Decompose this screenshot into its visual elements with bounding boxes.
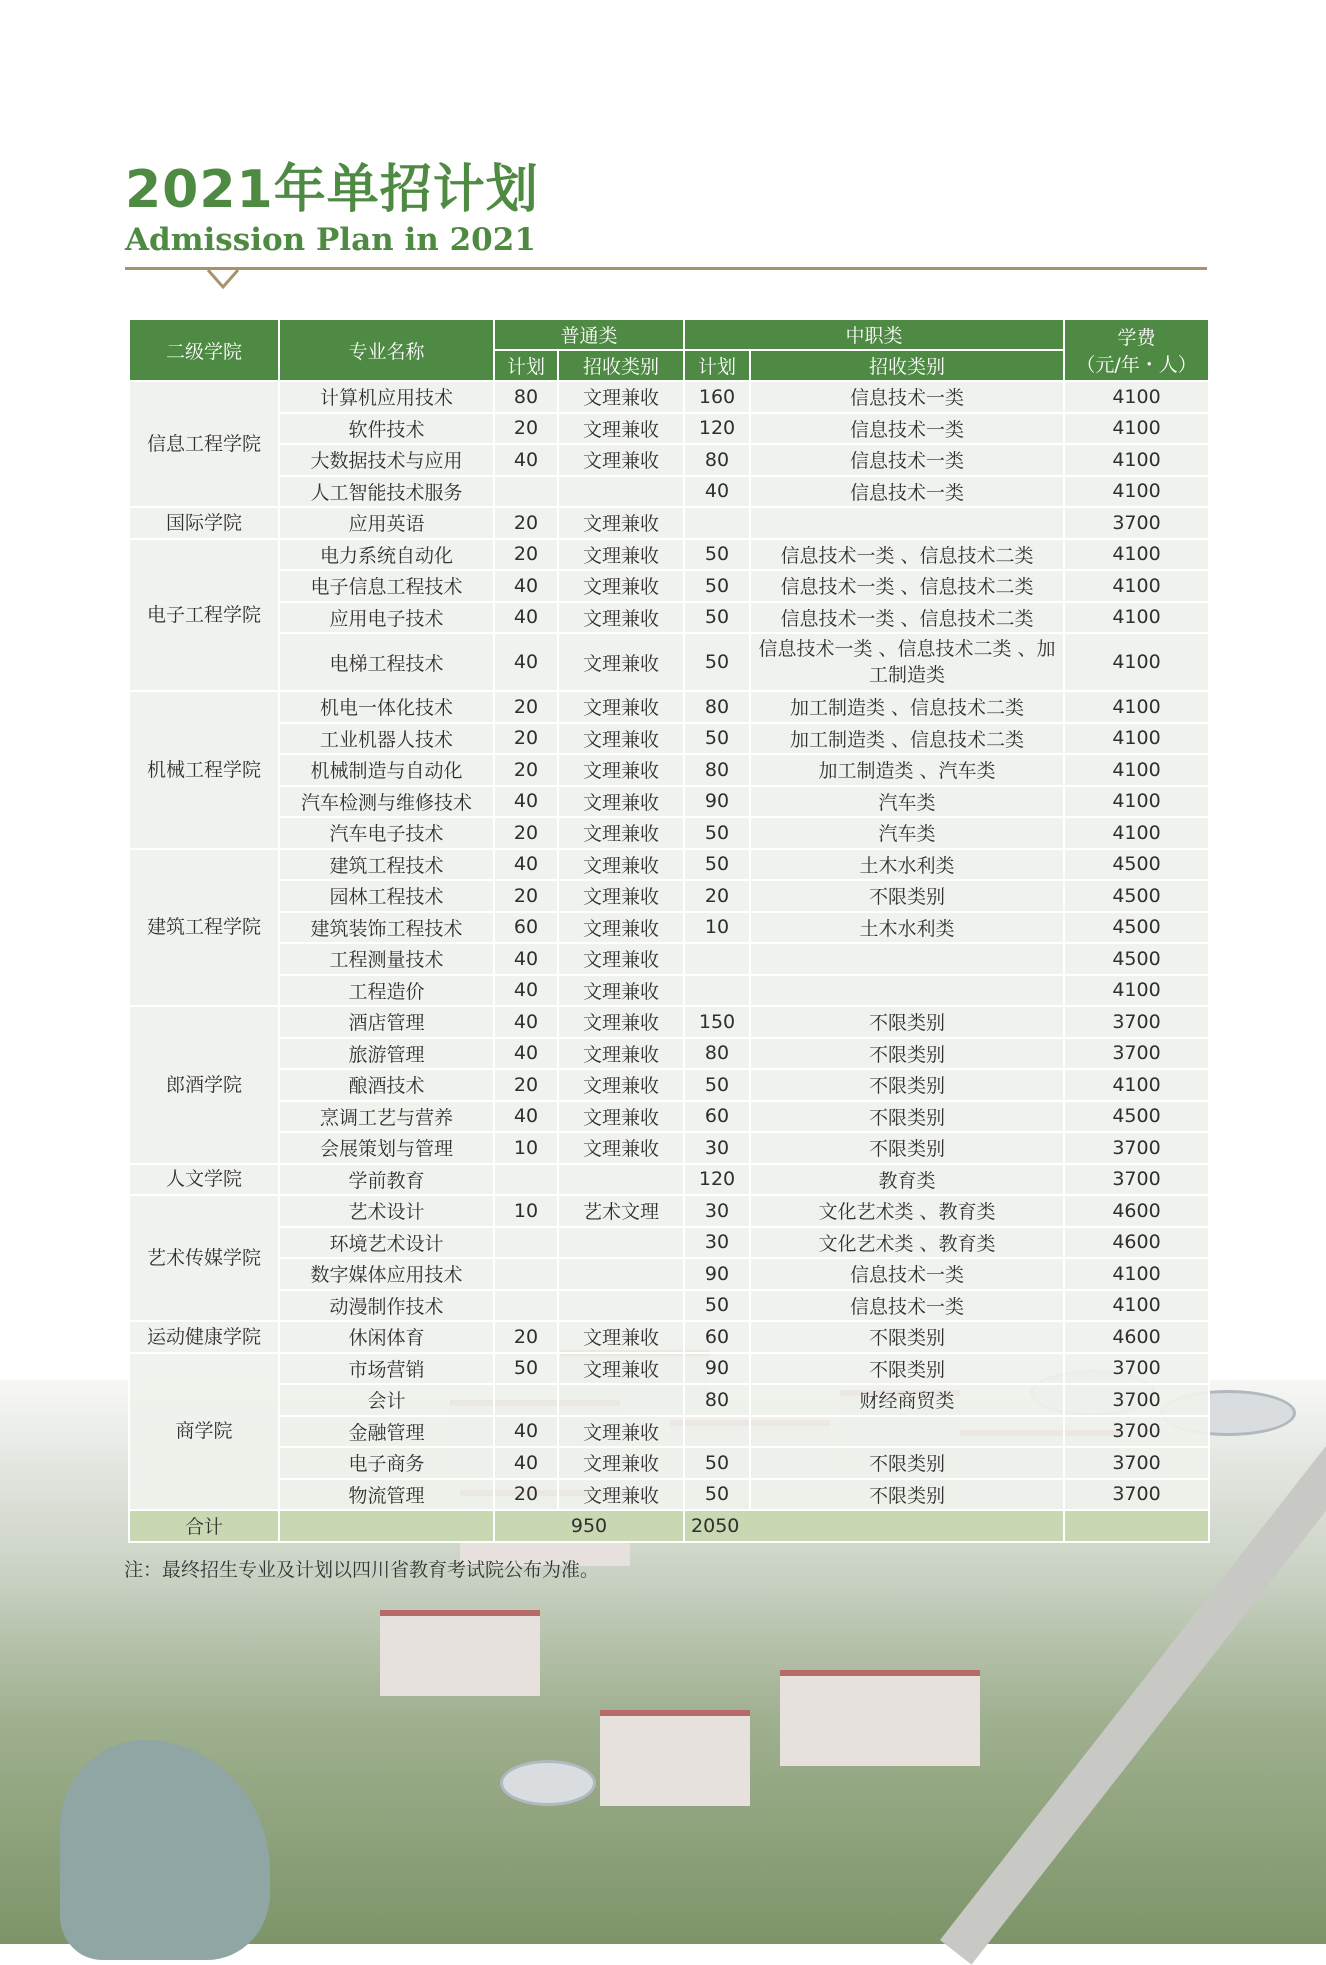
general-category-cell — [558, 1258, 684, 1290]
vocational-category-cell: 不限类别 — [750, 1353, 1064, 1385]
vocational-plan-cell: 50 — [684, 1479, 750, 1511]
general-plan-cell: 40 — [494, 849, 558, 881]
header-vocational-category: 招收类别 — [750, 350, 1064, 381]
vocational-category-cell: 信息技术一类 — [750, 1290, 1064, 1322]
major-cell: 电子商务 — [279, 1447, 494, 1479]
table-row — [129, 413, 1209, 445]
vocational-category-cell: 信息技术一类 、信息技术二类 — [750, 602, 1064, 634]
college-cell: 人文学院 — [129, 1164, 279, 1196]
vocational-category-cell: 信息技术一类 — [750, 476, 1064, 508]
general-plan-cell — [494, 1227, 558, 1259]
vocational-plan-cell: 50 — [684, 817, 750, 849]
general-plan-cell: 20 — [494, 1321, 558, 1353]
vocational-plan-cell: 50 — [684, 849, 750, 881]
general-plan-cell: 10 — [494, 1132, 558, 1164]
table-row — [129, 754, 1209, 786]
college-cell: 国际学院 — [129, 507, 279, 539]
major-cell: 工业机器人技术 — [279, 723, 494, 755]
table-row — [129, 1038, 1209, 1070]
vocational-category-cell — [750, 943, 1064, 975]
college-cell: 郎酒学院 — [129, 1006, 279, 1164]
major-cell: 建筑工程技术 — [279, 849, 494, 881]
fee-cell: 4100 — [1064, 413, 1209, 445]
fee-cell: 3700 — [1064, 507, 1209, 539]
college-cell: 机械工程学院 — [129, 691, 279, 849]
vocational-plan-cell: 80 — [684, 1384, 750, 1416]
header-vocational-plan: 计划 — [684, 350, 750, 381]
general-category-cell: 文理兼收 — [558, 1006, 684, 1038]
general-category-cell: 文理兼收 — [558, 849, 684, 881]
table-row — [129, 975, 1209, 1007]
general-category-cell: 文理兼收 — [558, 723, 684, 755]
vocational-category-cell: 信息技术一类 — [750, 1258, 1064, 1290]
general-category-cell: 文理兼收 — [558, 912, 684, 944]
vocational-plan-cell: 20 — [684, 880, 750, 912]
vocational-category-cell: 不限类别 — [750, 880, 1064, 912]
header-general-category: 招收类别 — [558, 350, 684, 381]
general-plan-cell: 20 — [494, 413, 558, 445]
fee-cell: 4100 — [1064, 539, 1209, 571]
vocational-plan-cell: 80 — [684, 444, 750, 476]
table-row — [129, 476, 1209, 508]
general-plan-cell — [494, 1290, 558, 1322]
table-row — [129, 1006, 1209, 1038]
vocational-plan-cell: 120 — [684, 413, 750, 445]
header-fee-unit: （元/年・人） — [1076, 354, 1197, 376]
fee-cell: 4500 — [1064, 943, 1209, 975]
page-subtitle: Admission Plan in 2021 — [125, 222, 536, 258]
major-cell: 工程测量技术 — [279, 943, 494, 975]
vocational-plan-cell: 50 — [684, 1290, 750, 1322]
general-plan-cell — [494, 476, 558, 508]
major-cell: 物流管理 — [279, 1479, 494, 1511]
vocational-plan-cell: 80 — [684, 1038, 750, 1070]
general-category-cell: 文理兼收 — [558, 1416, 684, 1448]
fee-cell: 4100 — [1064, 817, 1209, 849]
general-plan-cell — [494, 1258, 558, 1290]
fee-cell: 4100 — [1064, 1258, 1209, 1290]
vocational-category-cell: 信息技术一类 、信息技术二类 — [750, 570, 1064, 602]
fee-cell: 4100 — [1064, 602, 1209, 634]
general-plan-cell: 40 — [494, 943, 558, 975]
major-cell: 建筑装饰工程技术 — [279, 912, 494, 944]
general-plan-cell — [494, 1384, 558, 1416]
major-cell: 酒店管理 — [279, 1006, 494, 1038]
fee-cell: 3700 — [1064, 1006, 1209, 1038]
vocational-category-cell: 不限类别 — [750, 1038, 1064, 1070]
college-cell: 艺术传媒学院 — [129, 1195, 279, 1321]
table-row — [129, 1195, 1209, 1227]
fee-cell: 4600 — [1064, 1195, 1209, 1227]
table-row — [129, 1290, 1209, 1322]
vocational-category-cell: 文化艺术类 、教育类 — [750, 1227, 1064, 1259]
fee-cell: 4100 — [1064, 381, 1209, 413]
vocational-plan-cell: 50 — [684, 1447, 750, 1479]
major-cell: 园林工程技术 — [279, 880, 494, 912]
title-divider — [125, 267, 1207, 270]
fee-cell: 4600 — [1064, 1227, 1209, 1259]
general-plan-cell: 20 — [494, 1069, 558, 1101]
major-cell: 人工智能技术服务 — [279, 476, 494, 508]
fee-cell: 4100 — [1064, 723, 1209, 755]
vocational-category-cell: 信息技术一类 、信息技术二类 — [750, 539, 1064, 571]
college-cell: 信息工程学院 — [129, 381, 279, 507]
general-category-cell: 文理兼收 — [558, 507, 684, 539]
general-plan-cell: 40 — [494, 786, 558, 818]
header-vocational: 中职类 — [684, 319, 1064, 350]
fee-cell: 3700 — [1064, 1479, 1209, 1511]
major-cell: 动漫制作技术 — [279, 1290, 494, 1322]
fee-cell: 4100 — [1064, 691, 1209, 723]
general-category-cell: 文理兼收 — [558, 817, 684, 849]
fee-cell: 4100 — [1064, 476, 1209, 508]
fee-cell: 3700 — [1064, 1038, 1209, 1070]
general-plan-cell: 40 — [494, 1006, 558, 1038]
general-plan-cell: 20 — [494, 817, 558, 849]
general-plan-cell: 40 — [494, 633, 558, 691]
general-category-cell: 文理兼收 — [558, 1447, 684, 1479]
major-cell: 学前教育 — [279, 1164, 494, 1196]
vocational-category-cell: 土木水利类 — [750, 849, 1064, 881]
vocational-category-cell: 汽车类 — [750, 817, 1064, 849]
college-cell: 运动健康学院 — [129, 1321, 279, 1353]
major-cell: 艺术设计 — [279, 1195, 494, 1227]
table-row — [129, 1479, 1209, 1511]
major-cell: 烹调工艺与营养 — [279, 1101, 494, 1133]
general-plan-cell: 20 — [494, 691, 558, 723]
general-category-cell: 文理兼收 — [558, 975, 684, 1007]
vocational-category-cell: 加工制造类 、信息技术二类 — [750, 723, 1064, 755]
general-category-cell — [558, 1290, 684, 1322]
general-category-cell: 艺术文理 — [558, 1195, 684, 1227]
fee-cell: 4100 — [1064, 1290, 1209, 1322]
major-cell: 软件技术 — [279, 413, 494, 445]
major-cell: 汽车电子技术 — [279, 817, 494, 849]
general-plan-cell: 20 — [494, 754, 558, 786]
table-row — [129, 1132, 1209, 1164]
table-row — [129, 1321, 1209, 1353]
table-row — [129, 943, 1209, 975]
general-category-cell: 文理兼收 — [558, 381, 684, 413]
general-category-cell: 文理兼收 — [558, 444, 684, 476]
general-category-cell: 文理兼收 — [558, 1353, 684, 1385]
vocational-plan-cell: 60 — [684, 1321, 750, 1353]
college-cell: 电子工程学院 — [129, 539, 279, 692]
vocational-plan-cell: 50 — [684, 633, 750, 691]
major-cell: 汽车检测与维修技术 — [279, 786, 494, 818]
header-fee-label: 学费 — [1117, 327, 1156, 349]
general-category-cell: 文理兼收 — [558, 1038, 684, 1070]
major-cell: 金融管理 — [279, 1416, 494, 1448]
general-category-cell: 文理兼收 — [558, 1479, 684, 1511]
fee-cell: 4500 — [1064, 880, 1209, 912]
general-plan-cell: 40 — [494, 1101, 558, 1133]
vocational-plan-cell: 90 — [684, 1258, 750, 1290]
table-row — [129, 849, 1209, 881]
vocational-category-cell: 加工制造类 、信息技术二类 — [750, 691, 1064, 723]
fee-cell: 4100 — [1064, 975, 1209, 1007]
general-plan-cell — [494, 1164, 558, 1196]
header-fee — [1064, 319, 1209, 381]
vocational-plan-cell — [684, 943, 750, 975]
vocational-plan-cell: 10 — [684, 912, 750, 944]
vocational-plan-cell: 50 — [684, 723, 750, 755]
general-plan-cell: 40 — [494, 570, 558, 602]
vocational-category-cell: 文化艺术类 、教育类 — [750, 1195, 1064, 1227]
page-header — [125, 160, 539, 258]
vocational-plan-cell: 30 — [684, 1132, 750, 1164]
vocational-category-cell: 财经商贸类 — [750, 1384, 1064, 1416]
general-plan-cell: 20 — [494, 539, 558, 571]
major-cell: 数字媒体应用技术 — [279, 1258, 494, 1290]
major-cell: 市场营销 — [279, 1353, 494, 1385]
page-title: 2021年单招计划 — [125, 160, 539, 220]
general-category-cell: 文理兼收 — [558, 570, 684, 602]
table-row — [129, 1069, 1209, 1101]
general-category-cell: 文理兼收 — [558, 880, 684, 912]
vocational-plan-cell — [684, 507, 750, 539]
table-row — [129, 381, 1209, 413]
table-row — [129, 786, 1209, 818]
vocational-category-cell — [750, 1416, 1064, 1448]
major-cell: 应用电子技术 — [279, 602, 494, 634]
fee-cell: 3700 — [1064, 1416, 1209, 1448]
general-plan-cell: 20 — [494, 1479, 558, 1511]
major-cell: 会展策划与管理 — [279, 1132, 494, 1164]
vocational-category-cell: 不限类别 — [750, 1447, 1064, 1479]
table-row — [129, 880, 1209, 912]
general-plan-cell: 20 — [494, 507, 558, 539]
general-category-cell: 文理兼收 — [558, 1132, 684, 1164]
table-row — [129, 1353, 1209, 1385]
general-category-cell: 文理兼收 — [558, 943, 684, 975]
vocational-category-cell: 土木水利类 — [750, 912, 1064, 944]
table-row — [129, 1416, 1209, 1448]
table-row — [129, 1447, 1209, 1479]
vocational-plan-cell: 160 — [684, 381, 750, 413]
vocational-plan-cell — [684, 1416, 750, 1448]
general-plan-cell: 10 — [494, 1195, 558, 1227]
vocational-category-cell: 加工制造类 、汽车类 — [750, 754, 1064, 786]
divider-chevron-icon — [206, 269, 240, 291]
vocational-category-cell: 不限类别 — [750, 1006, 1064, 1038]
general-category-cell: 文理兼收 — [558, 1069, 684, 1101]
fee-cell: 3700 — [1064, 1384, 1209, 1416]
major-cell: 电力系统自动化 — [279, 539, 494, 571]
vocational-plan-cell: 30 — [684, 1195, 750, 1227]
fee-cell: 4500 — [1064, 912, 1209, 944]
table-row — [129, 602, 1209, 634]
vocational-plan-cell — [684, 975, 750, 1007]
major-cell: 电子信息工程技术 — [279, 570, 494, 602]
vocational-category-cell: 不限类别 — [750, 1101, 1064, 1133]
vocational-category-cell: 不限类别 — [750, 1069, 1064, 1101]
vocational-plan-cell: 40 — [684, 476, 750, 508]
table-row — [129, 444, 1209, 476]
general-plan-cell: 40 — [494, 1447, 558, 1479]
fee-cell: 4100 — [1064, 754, 1209, 786]
fee-cell: 4500 — [1064, 849, 1209, 881]
general-category-cell: 文理兼收 — [558, 602, 684, 634]
major-cell: 计算机应用技术 — [279, 381, 494, 413]
total-label: 合计 — [129, 1510, 279, 1542]
general-category-cell — [558, 1384, 684, 1416]
table-body — [129, 381, 1209, 1542]
vocational-plan-cell: 60 — [684, 1101, 750, 1133]
fee-cell: 4600 — [1064, 1321, 1209, 1353]
vocational-category-cell: 信息技术一类 — [750, 444, 1064, 476]
vocational-plan-cell: 80 — [684, 691, 750, 723]
vocational-category-cell: 教育类 — [750, 1164, 1064, 1196]
fee-cell: 3700 — [1064, 1447, 1209, 1479]
general-category-cell: 文理兼收 — [558, 633, 684, 691]
table-row — [129, 1384, 1209, 1416]
vocational-plan-cell: 90 — [684, 1353, 750, 1385]
total-vocational-plan: 2050 — [684, 1510, 1064, 1542]
general-plan-cell: 40 — [494, 444, 558, 476]
general-plan-cell: 40 — [494, 1038, 558, 1070]
major-cell: 酿酒技术 — [279, 1069, 494, 1101]
vocational-category-cell: 信息技术一类 — [750, 381, 1064, 413]
table-row — [129, 539, 1209, 571]
major-cell: 会计 — [279, 1384, 494, 1416]
total-empty-cell — [1064, 1510, 1209, 1542]
total-general-plan: 950 — [494, 1510, 684, 1542]
vocational-category-cell: 不限类别 — [750, 1132, 1064, 1164]
general-category-cell: 文理兼收 — [558, 413, 684, 445]
vocational-category-cell: 汽车类 — [750, 786, 1064, 818]
major-cell: 工程造价 — [279, 975, 494, 1007]
general-plan-cell: 20 — [494, 880, 558, 912]
general-category-cell — [558, 476, 684, 508]
major-cell: 机械制造与自动化 — [279, 754, 494, 786]
general-category-cell: 文理兼收 — [558, 691, 684, 723]
footnote: 注：最终招生专业及计划以四川省教育考试院公布为准。 — [124, 1559, 600, 1581]
header-college: 二级学院 — [129, 319, 279, 381]
header-general-plan: 计划 — [494, 350, 558, 381]
major-cell: 机电一体化技术 — [279, 691, 494, 723]
table-row — [129, 817, 1209, 849]
vocational-category-cell: 不限类别 — [750, 1321, 1064, 1353]
table-row — [129, 691, 1209, 723]
table-row — [129, 1164, 1209, 1196]
general-plan-cell: 20 — [494, 723, 558, 755]
major-cell: 环境艺术设计 — [279, 1227, 494, 1259]
vocational-plan-cell: 30 — [684, 1227, 750, 1259]
general-category-cell: 文理兼收 — [558, 539, 684, 571]
table-row — [129, 723, 1209, 755]
general-plan-cell: 60 — [494, 912, 558, 944]
major-cell: 旅游管理 — [279, 1038, 494, 1070]
vocational-category-cell — [750, 507, 1064, 539]
general-plan-cell: 80 — [494, 381, 558, 413]
vocational-plan-cell: 50 — [684, 539, 750, 571]
table-row — [129, 1101, 1209, 1133]
table-row — [129, 570, 1209, 602]
table-row — [129, 912, 1209, 944]
general-category-cell: 文理兼收 — [558, 1321, 684, 1353]
vocational-plan-cell: 90 — [684, 786, 750, 818]
general-category-cell: 文理兼收 — [558, 1101, 684, 1133]
fee-cell: 3700 — [1064, 1132, 1209, 1164]
major-cell: 应用英语 — [279, 507, 494, 539]
major-cell: 电梯工程技术 — [279, 633, 494, 691]
general-plan-cell: 40 — [494, 1416, 558, 1448]
total-row — [129, 1510, 1209, 1542]
general-plan-cell: 40 — [494, 975, 558, 1007]
vocational-category-cell: 信息技术一类 — [750, 413, 1064, 445]
fee-cell: 4100 — [1064, 633, 1209, 691]
table-header-row — [129, 319, 1209, 350]
vocational-plan-cell: 50 — [684, 1069, 750, 1101]
college-cell: 商学院 — [129, 1353, 279, 1511]
vocational-plan-cell: 50 — [684, 602, 750, 634]
vocational-plan-cell: 50 — [684, 570, 750, 602]
vocational-category-cell — [750, 975, 1064, 1007]
admission-plan-table — [128, 318, 1210, 1543]
vocational-category-cell: 信息技术一类 、信息技术二类 、加工制造类 — [750, 633, 1064, 691]
fee-cell: 3700 — [1064, 1164, 1209, 1196]
vocational-category-cell: 不限类别 — [750, 1479, 1064, 1511]
fee-cell: 4100 — [1064, 570, 1209, 602]
fee-cell: 4100 — [1064, 786, 1209, 818]
table-row — [129, 507, 1209, 539]
general-plan-cell: 40 — [494, 602, 558, 634]
header-major: 专业名称 — [279, 319, 494, 381]
college-cell: 建筑工程学院 — [129, 849, 279, 1007]
fee-cell: 4500 — [1064, 1101, 1209, 1133]
general-category-cell: 文理兼收 — [558, 754, 684, 786]
general-category-cell — [558, 1164, 684, 1196]
general-plan-cell: 50 — [494, 1353, 558, 1385]
major-cell: 休闲体育 — [279, 1321, 494, 1353]
vocational-plan-cell: 150 — [684, 1006, 750, 1038]
fee-cell: 3700 — [1064, 1353, 1209, 1385]
table-row — [129, 633, 1209, 691]
table-row — [129, 1227, 1209, 1259]
fee-cell: 4100 — [1064, 444, 1209, 476]
vocational-plan-cell: 120 — [684, 1164, 750, 1196]
total-empty-cell — [279, 1510, 494, 1542]
vocational-plan-cell: 80 — [684, 754, 750, 786]
major-cell: 大数据技术与应用 — [279, 444, 494, 476]
general-category-cell — [558, 1227, 684, 1259]
header-general: 普通类 — [494, 319, 684, 350]
table-row — [129, 1258, 1209, 1290]
fee-cell: 4100 — [1064, 1069, 1209, 1101]
general-category-cell: 文理兼收 — [558, 786, 684, 818]
